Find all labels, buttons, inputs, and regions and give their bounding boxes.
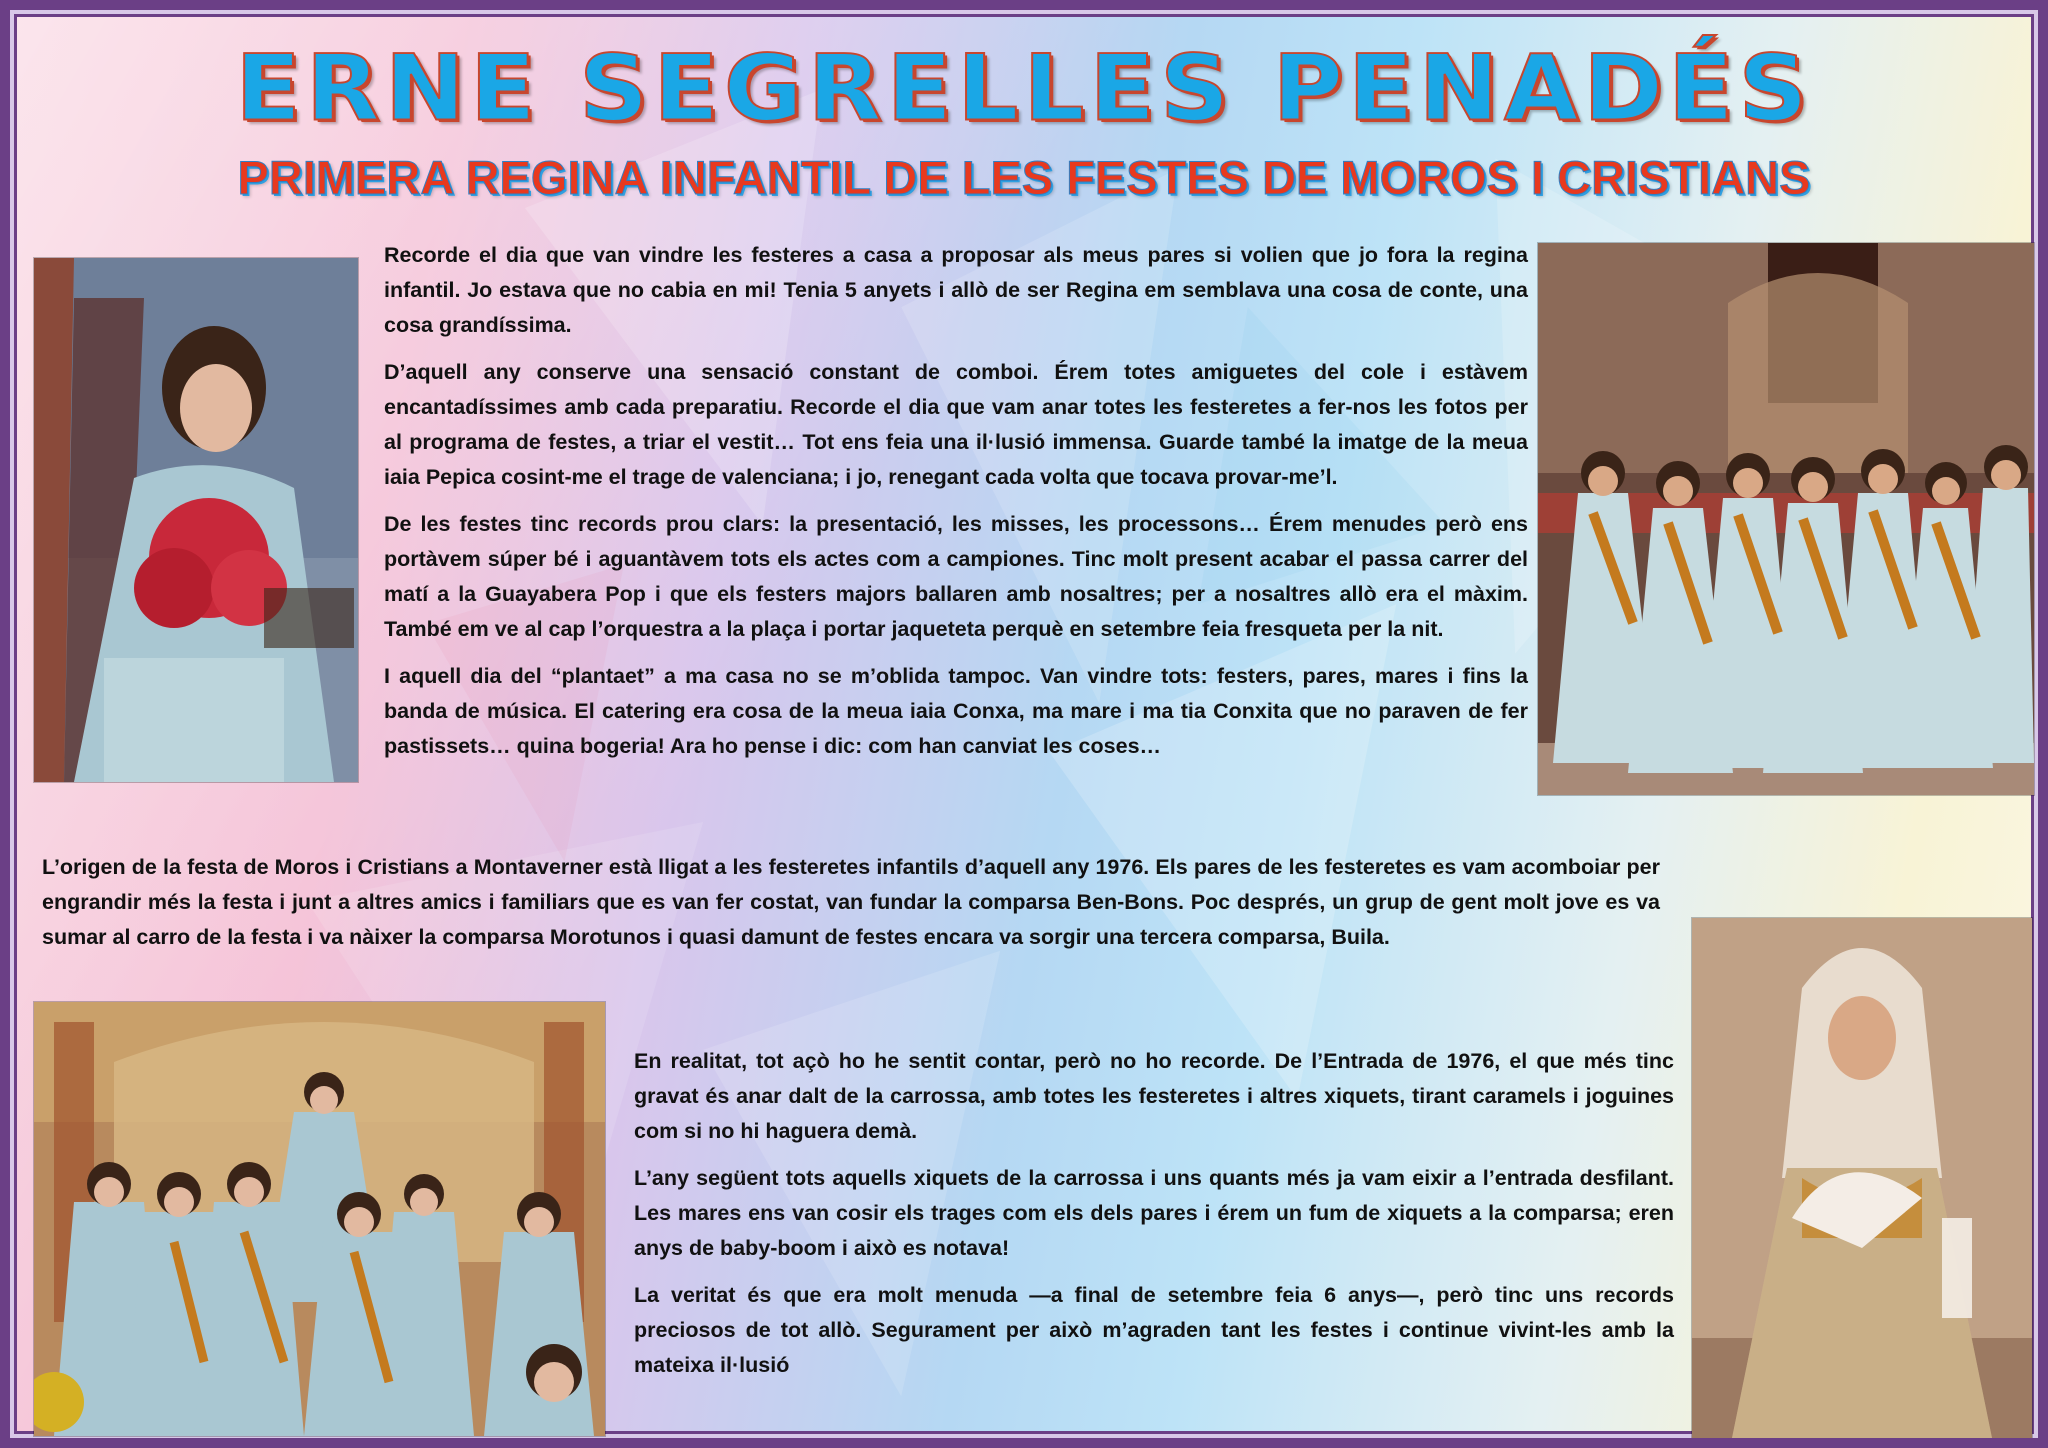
main-title: ERNE SEGRELLES PENADÉS <box>235 34 1813 142</box>
subtitle: PRIMERA REGINA INFANTIL DE LES FESTES DE MOROS I CRISTIANS <box>237 151 1811 204</box>
intro-paragraph: D’aquell any conserve una sensació constant de comboi. Érem totes amiguetes del cole i estàvem encantadíssimes amb cada preparatiu. Recorde el dia que vam anar totes les festeretes a fer-nos les fotos per al programa de festes, a triar el vestit… Tot ens feia una il·lusió immensa. Guarde també la imatge de la meua iaia Pepica cosint-me el trage de valenciana; i jo, renegant cada volta que tocava provar-me’l. <box>384 360 1528 489</box>
closing-paragraph: En realitat, tot açò ho he sentit contar, però no ho recorde. De l’Entrada de 1976, el que més tinc gravat és anar dalt de la carrossa, amb totes les festeretes i altres xiquets, tirant caramels i joguines com si no hi haguera demà. <box>634 1049 1674 1143</box>
intro-paragraph: I aquell dia del “plantaet” a ma casa no se m’oblida tampoc. Van vindre tots: festers, pares, mares i fins la banda de música. El catering era cosa de la meua iaia Conxa, ma mare i ma tia Conxita que no paraven de fer pastissets… quina bogeria! Ara ho pense i dic: com han canviat les coses… <box>384 664 1528 758</box>
origin-paragraph: L’origen de la festa de Moros i Cristians a Montaverner està lligat a les festeretes infantils d’aquell any 1976. Els pares de les festeretes es vam acomboiar per engrandir més la festa i junt a altres amics i familiars que es van fer costat, van fundar la comparsa Ben-Bons. Poc després, un grup de gent molt jove es va sumar al carro de la festa i va nàixer la comparsa Morotunos i quasi damunt de festes encara va sorgir una tercera comparsa, Buila. <box>42 855 1660 949</box>
photo-group-altar <box>1538 243 2034 795</box>
closing-paragraph: La veritat és que era molt menuda —a final de setembre feia 6 anys—, però tinc uns records preciosos de tot allò. Segurament per això m’agraden tant les festes i continue vivint-les amb la mateixa il·lusió <box>634 1283 1674 1377</box>
intro-paragraph: Recorde el dia que van vindre les festeres a casa a proposar als meus pares si volien que jo fora la regina infantil. Jo estava que no cabia en mi! Tenia 5 anyets i allò de ser Regina em semblava una cosa de conte, una cosa grandíssima. <box>384 243 1528 337</box>
photo-queen-portrait <box>34 258 358 782</box>
photo-mantilla-portrait <box>1692 918 2032 1438</box>
intro-paragraph: De les festes tinc records prou clars: la presentació, les misses, les processons… Érem menudes però ens portàvem súper bé i aguantàvem tots els actes com a campiones. Tinc molt present acabar el passa carrer del matí a la Guayabera Pop i que els festers majors ballaren amb nosaltres; per a nosaltres allò era el màxim. També em ve al cap l’orquestra a la plaça i portar jaqueteta perquè en setembre feia fresqueta per la nit. <box>384 512 1528 641</box>
origin-text <box>42 850 1660 967</box>
intro-text <box>384 238 1528 776</box>
photo-carrossa-group <box>34 1002 605 1436</box>
closing-text <box>634 1044 1674 1395</box>
closing-paragraph: L’any següent tots aquells xiquets de la carrossa i uns quants més ja vam eixir a l’entrada desfilant. Les mares ens van cosir els trages com els dels pares i érem un fum de xiquets a la comparsa; eren anys de baby-boom i això es notava! <box>634 1166 1674 1260</box>
